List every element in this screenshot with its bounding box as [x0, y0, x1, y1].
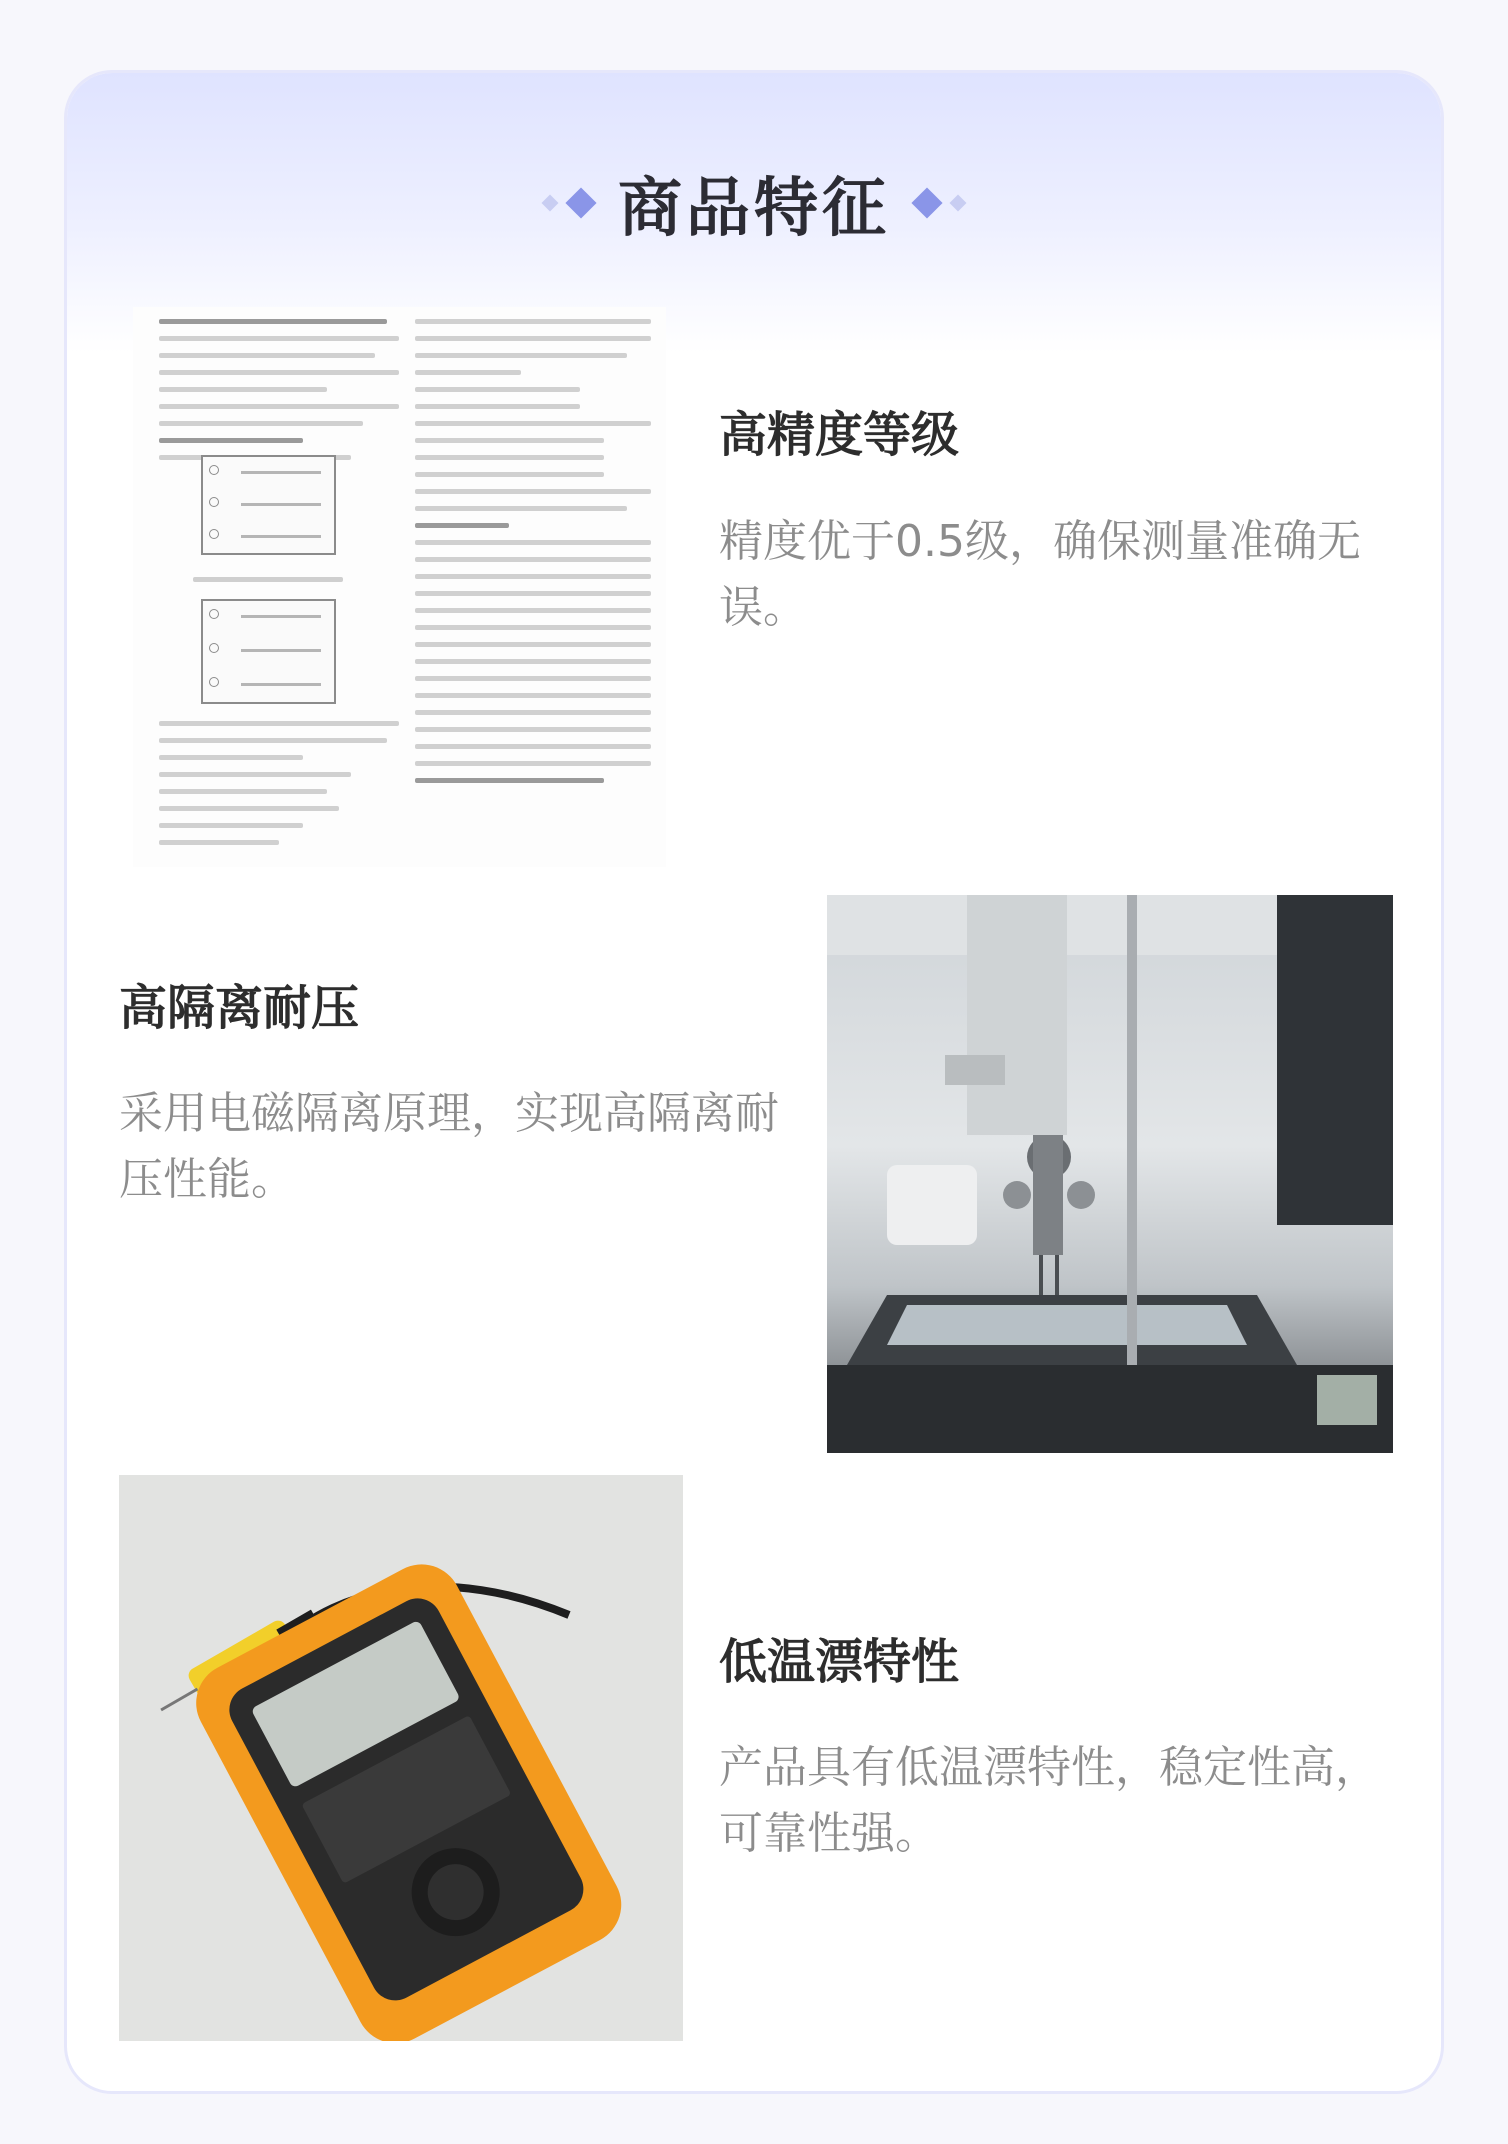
- feature-desc-isolation: 采用电磁隔离原理，实现高隔离耐压性能。: [119, 1088, 779, 1205]
- feature-title-temp-drift: 低温漂特性: [719, 1634, 960, 1690]
- section-header: [67, 143, 1441, 263]
- right-diamond-decoration: [916, 192, 964, 214]
- feature-desc-temp-drift: 产品具有低温漂特性，稳定性高，可靠性强。: [719, 1742, 1379, 1859]
- left-diamond-decoration: [544, 192, 592, 214]
- feature-title-isolation: 高隔离耐压: [119, 980, 360, 1036]
- manual-page-image: [133, 307, 666, 867]
- multimeter-image: [119, 1475, 683, 2041]
- lab-machine-image: [827, 895, 1393, 1453]
- feature-title-precision: 高精度等级: [719, 407, 960, 463]
- feature-desc-precision: 精度优于0.5级，确保测量准确无误。: [719, 516, 1361, 633]
- feature-card: [64, 70, 1444, 2094]
- section-title: 商品特征: [618, 172, 890, 246]
